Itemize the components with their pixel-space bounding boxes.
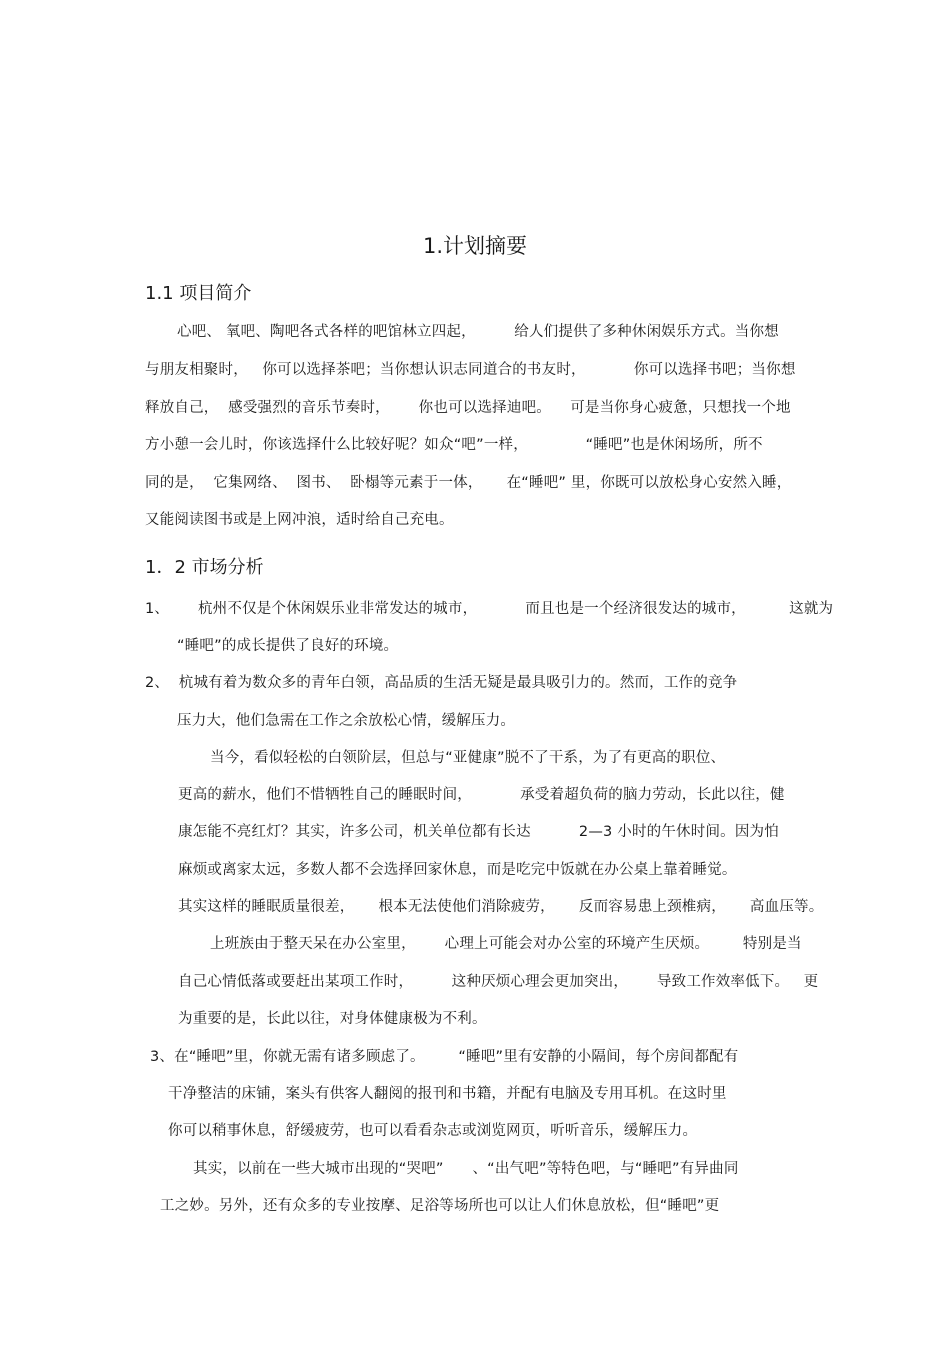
paragraph-line: 同的是， 它集网络、 图书、 卧榻等元素于一体， 在“睡吧” 里，你既可以放松身心安然入睡， — [145, 475, 792, 491]
paragraph-line: 其实这样的睡眠质量很差， 根本无法使他们消除疲劳， 反而容易患上颈椎病， 高血压等。 — [178, 899, 824, 915]
paragraph-line: 又能阅读图书或是上网冲浪，适时给自己充电。 — [145, 512, 454, 528]
paragraph-line: 干净整洁的床铺，案头有供客人翻阅的报刊和书籍，并配有电脑及专用耳机。在这时里 — [168, 1086, 727, 1102]
paragraph-line: 工之妙。另外，还有众多的专业按摩、足浴等场所也可以让人们休息放松，但“睡吧”更 — [160, 1198, 720, 1214]
list-item-2: 2、 杭城有着为数众多的青年白领，高品质的生活无疑是最具吸引力的。然而，工作的竞争 — [145, 675, 738, 691]
paragraph-line: 麻烦或离家太远，多数人都不会选择回家休息，而是吃完中饭就在办公桌上靠着睡觉。 — [178, 862, 737, 878]
list-item-1: 1、 杭州不仅是个休闲娱乐业非常发达的城市， 而且也是一个经济很发达的城市， 这就为 — [145, 601, 834, 617]
paragraph-line: 为重要的是，长此以往，对身体健康极为不利。 — [178, 1011, 487, 1027]
page-title: 1.计划摘要 — [422, 234, 528, 258]
section-heading-project-intro: 1.1 项目简介 — [145, 283, 252, 304]
paragraph-line: 心吧、 氧吧、陶吧各式各样的吧馆林立四起， 给人们提供了多种休闲娱乐方式。当你想 — [177, 324, 779, 340]
paragraph-line: 释放自己， 感受强烈的音乐节奏时， 你也可以选择迪吧。 可是当你身心疲惫，只想找一个地 — [145, 400, 791, 416]
paragraph-line: 更高的薪水，他们不惜牺牲自己的睡眠时间， 承受着超负荷的脑力劳动，长此以往，健 — [178, 787, 785, 803]
list-item-3: 3、在“睡吧”里，你就无需有诸多顾虑了。 “睡吧”里有安静的小隔间，每个房间都配有 — [150, 1049, 739, 1065]
paragraph-line: 当今，看似轻松的白领阶层，但总与“亚健康”脱不了干系，为了有更高的职位、 — [210, 750, 726, 766]
paragraph-line: 与朋友相聚时， 你可以选择茶吧；当你想认识志同道合的书友时， 你可以选择书吧；当你想 — [145, 362, 796, 378]
paragraph-line: 压力大，他们急需在工作之余放松心情，缓解压力。 — [177, 713, 516, 729]
paragraph-line: 康怎能不亮红灯？其实，许多公司，机关单位都有长达 2—3 小时的午休时间。因为怕 — [178, 824, 779, 840]
paragraph-line: 其实，以前在一些大城市出现的“哭吧” 、“出气吧”等特色吧，与“睡吧”有异曲同 — [193, 1161, 739, 1177]
section-heading-market-analysis: 1．2 市场分析 — [145, 557, 264, 578]
paragraph-line: 你可以稍事休息，舒缓疲劳，也可以看看杂志或浏览网页，听听音乐，缓解压力。 — [168, 1123, 698, 1139]
paragraph-line: 方小憩一会儿时，你该选择什么比较好呢？如众“吧”一样， “睡吧”也是休闲场所，所不 — [145, 437, 763, 453]
paragraph-line: “睡吧”的成长提供了良好的环境。 — [177, 638, 399, 654]
paragraph-line: 上班族由于整天呆在办公室里， 心理上可能会对办公室的环境产生厌烦。 特别是当 — [210, 936, 802, 952]
paragraph-line: 自己心情低落或要赶出某项工作时， 这种厌烦心理会更加突出， 导致工作效率低下。 更 — [178, 974, 819, 990]
